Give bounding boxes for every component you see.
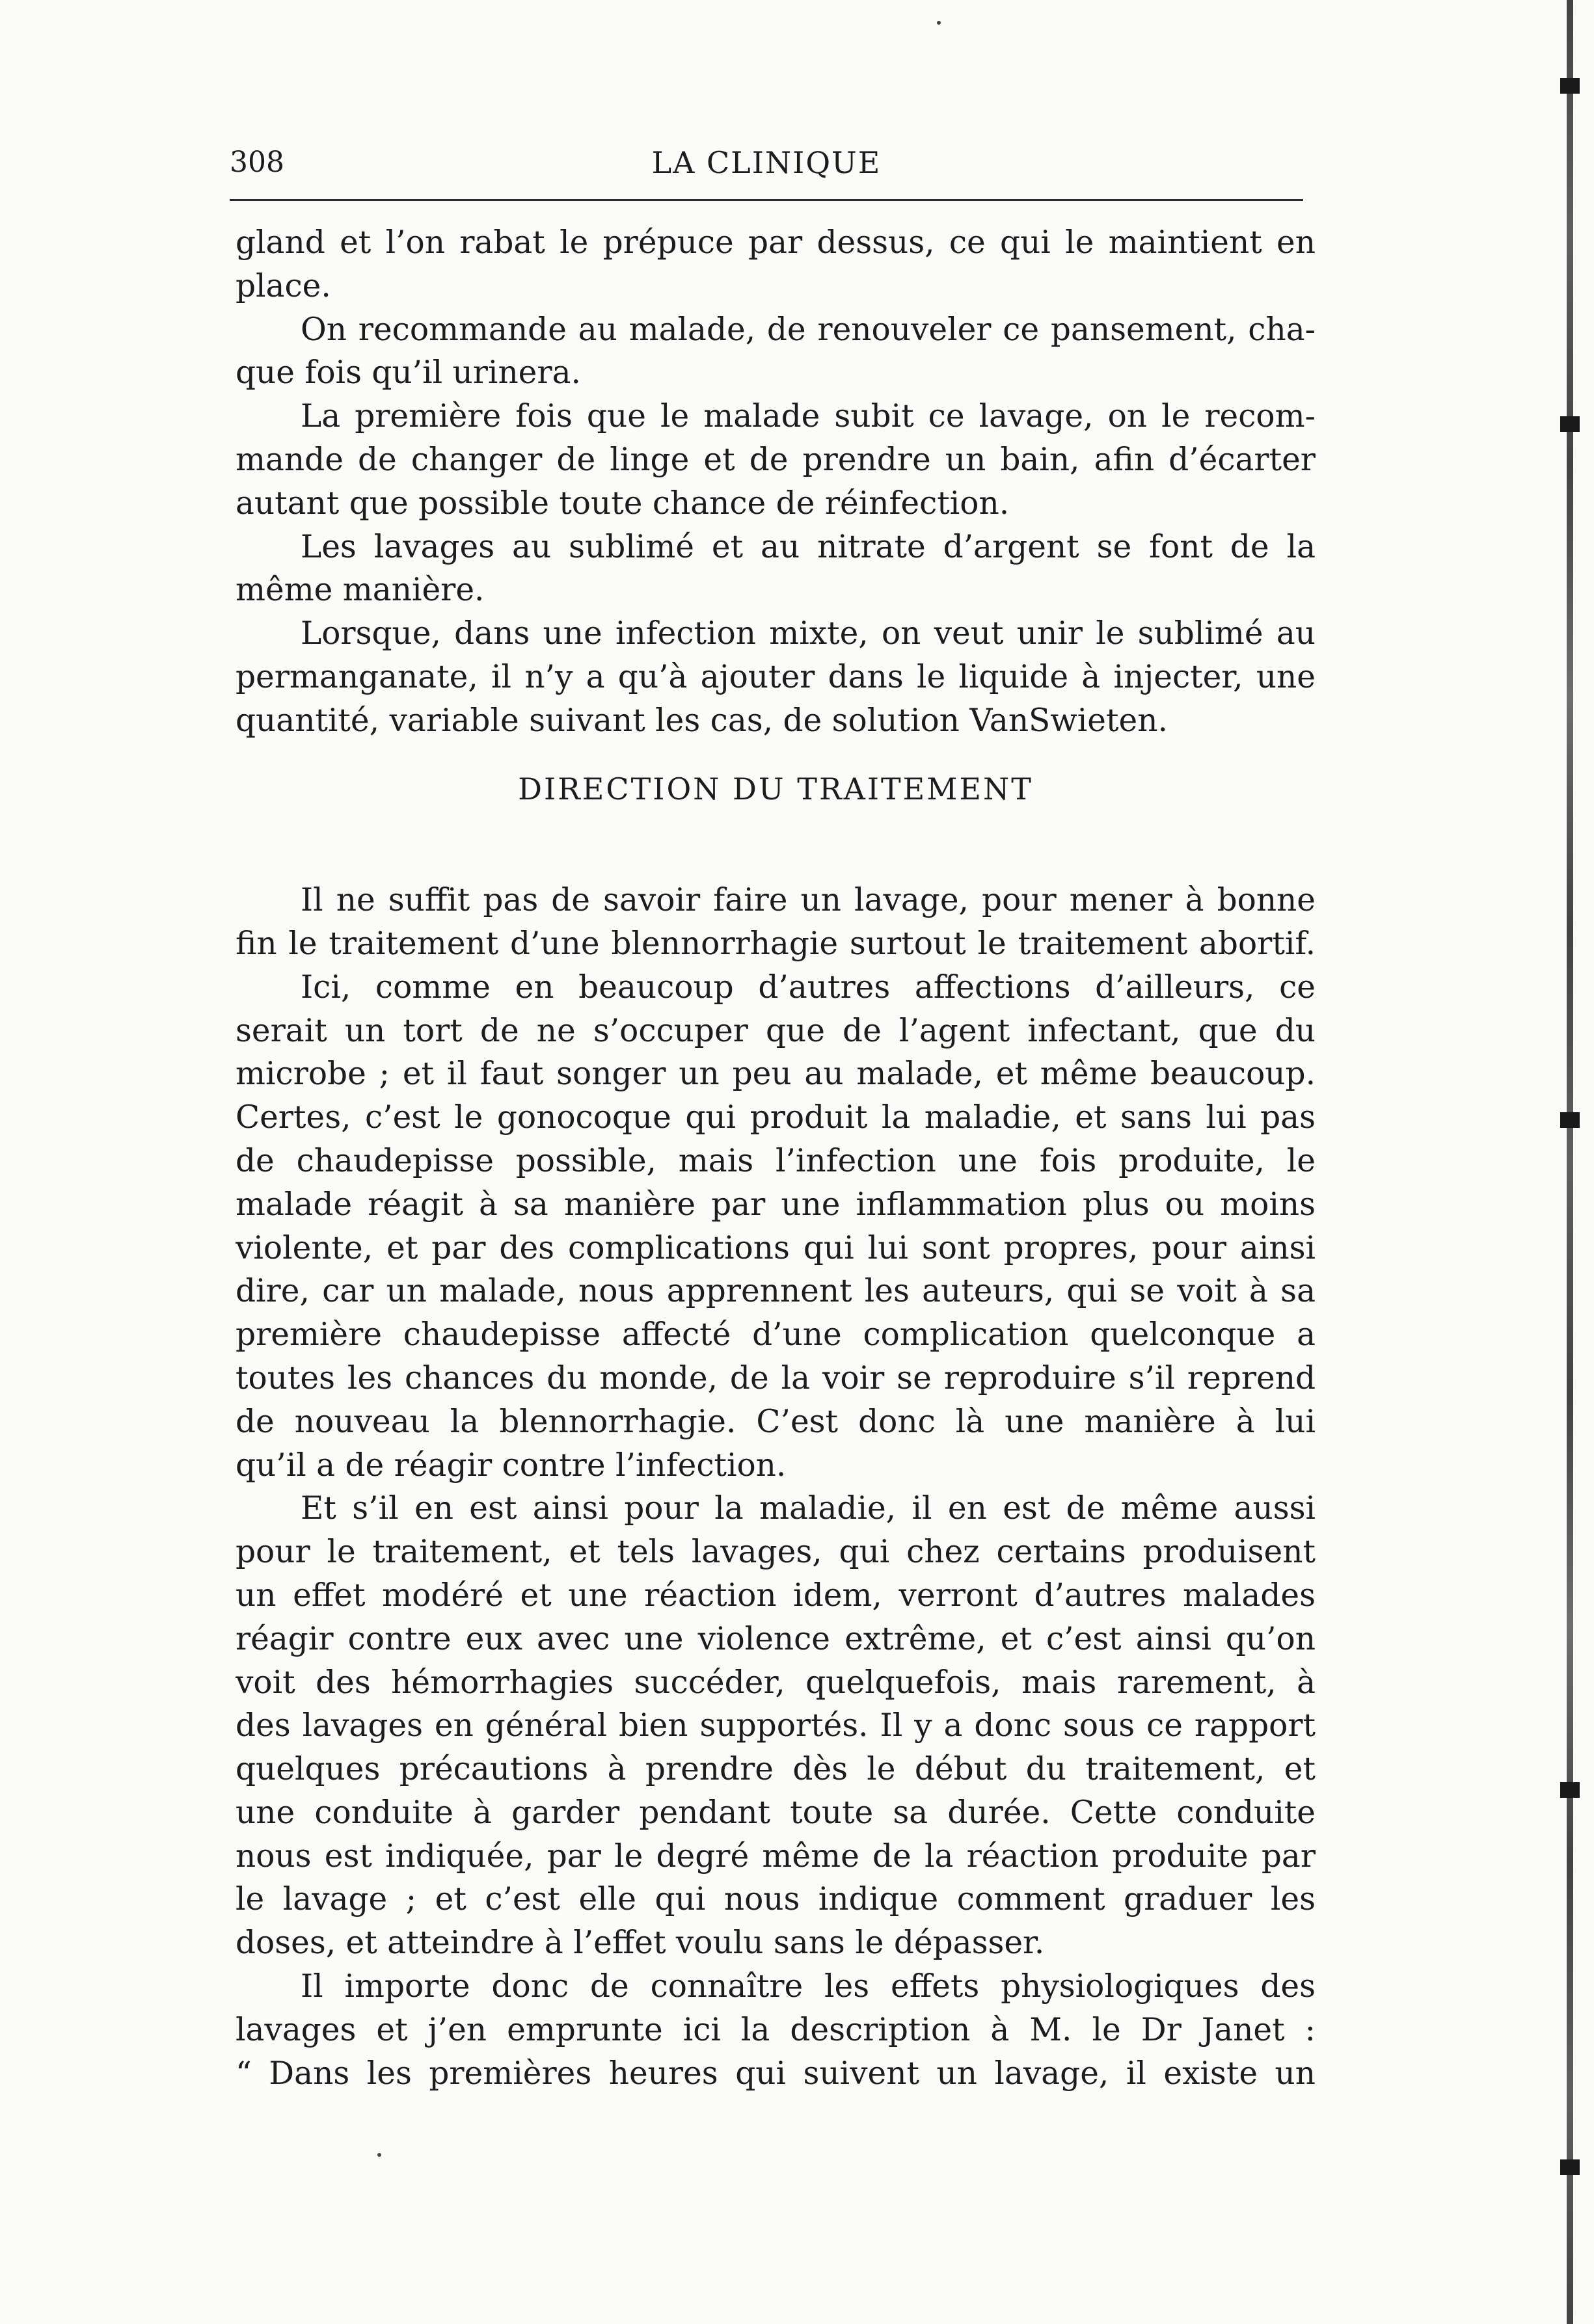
paper-speck <box>377 2153 381 2157</box>
text-line: même manière. <box>236 572 485 609</box>
text-line: un effet modéré et une réaction idem, verront d’autres malades <box>236 1577 1316 1614</box>
text-line: Il importe donc de connaître les effets physiologiques des <box>301 1968 1316 2005</box>
text-line: Certes, c’est le gonocoque qui produit la maladie, et sans lui pas <box>236 1099 1316 1136</box>
text-line: de chaudepisse possible, mais l’infection une fois produite, le <box>236 1142 1316 1179</box>
text-line: quantité, variable suivant les cas, de solution VanSwieten. <box>236 702 1168 739</box>
text-line: autant que possible toute chance de réinfection. <box>236 485 1010 522</box>
text-line: Les lavages au sublimé et au nitrate d’argent se font de la <box>301 528 1316 565</box>
text-line: microbe ; et il faut songer un peu au malade, et même beaucoup. <box>236 1056 1316 1093</box>
text-line: serait un tort de ne s’occuper que de l’agent infectant, que du <box>236 1012 1316 1049</box>
text-line: Lorsque, dans une infection mixte, on veut unir le sublimé au <box>301 615 1316 652</box>
text-line: pour le traitement, et tels lavages, qui chez certains produisent <box>236 1534 1316 1571</box>
binding-mark <box>1560 78 1580 94</box>
text-line: gland et l’on rabat le prépuce par dessus, ce qui le maintient en <box>236 224 1316 261</box>
text-line: permanganate, il n’y a qu’à ajouter dans le liquide à injecter, une <box>236 658 1316 695</box>
text-line: dire, car un malade, nous apprennent les auteurs, qui se voit à sa <box>236 1273 1316 1310</box>
text-line: “ Dans les premières heures qui suivent un lavage, il existe un <box>236 2055 1316 2092</box>
text-line: violente, et par des complications qui lui sont propres, pour ainsi <box>236 1229 1316 1266</box>
text-line: Il ne suffit pas de savoir faire un lavage, pour mener à bonne <box>301 882 1316 919</box>
section-heading: DIRECTION DU TRAITEMENT <box>518 771 1033 807</box>
page-number: 308 <box>230 146 284 179</box>
text-line: nous est indiquée, par le degré même de la réaction produite par <box>236 1837 1316 1875</box>
text-line: que fois qu’il urinera. <box>236 354 581 392</box>
paragraphs-before-heading <box>236 221 1316 743</box>
text-line: malade réagit à sa manière par une inflammation plus ou moins <box>236 1186 1316 1223</box>
spacer <box>236 743 1316 768</box>
text-line: Et s’il en est ainsi pour la maladie, il en est de même aussi <box>301 1490 1316 1527</box>
binding-mark <box>1560 1782 1580 1798</box>
text-line: de nouveau la blennorrhagie. C’est donc là une manière à lui <box>236 1403 1316 1440</box>
text-line: voit des hémorrhagies succéder, quelquefois, mais rarement, à <box>236 1664 1316 1701</box>
text-line: le lavage ; et c’est elle qui nous indique comment graduer les <box>236 1881 1316 1918</box>
text-line: toutes les chances du monde, de la voir se reproduire s’il reprend <box>236 1359 1316 1396</box>
running-title: LA CLINIQUE <box>651 145 882 180</box>
text-line: mande de changer de linge et de prendre un bain, afin d’écarter <box>236 441 1316 478</box>
text-line: qu’il a de réagir contre l’infection. <box>236 1447 787 1484</box>
text-line: des lavages en général bien supportés. Il y a donc sous ce rapport <box>236 1707 1316 1744</box>
text-line: fin le traitement d’une blennorrhagie surtout le traitement abortif. <box>236 925 1316 962</box>
spacer <box>236 810 1316 835</box>
binding-edge <box>1567 0 1573 2324</box>
text-line: Ici, comme en beaucoup d’autres affections d’ailleurs, ce <box>301 968 1316 1006</box>
header-rule <box>230 199 1303 201</box>
paragraphs-after-heading <box>236 879 1316 2095</box>
text-line: On recommande au malade, de renouveler ce pansement, cha- <box>301 311 1316 348</box>
binding-mark <box>1560 1112 1580 1128</box>
text-line: place. <box>236 267 331 304</box>
page-header <box>230 143 1303 189</box>
text-line: première chaudepisse affecté d’une complication quelconque a <box>236 1316 1316 1354</box>
text-line: La première fois que le malade subit ce lavage, on le recom- <box>301 398 1316 435</box>
spacer <box>236 835 1316 879</box>
text-line: lavages et j’en emprunte ici la description à M. le Dr Janet : <box>236 2011 1316 2048</box>
binding-mark <box>1560 416 1580 432</box>
binding-mark <box>1560 2159 1580 2175</box>
body-text <box>236 221 1316 2095</box>
text-line: réagir contre eux avec une violence extrême, et c’est ainsi qu’on <box>236 1620 1316 1657</box>
paper-speck <box>937 21 941 25</box>
text-line: doses, et atteindre à l’effet voulu sans le dépasser. <box>236 1925 1045 1962</box>
text-line: une conduite à garder pendant toute sa durée. Cette conduite <box>236 1794 1316 1831</box>
text-line: quelques précautions à prendre dès le début du traitement, et <box>236 1751 1316 1788</box>
